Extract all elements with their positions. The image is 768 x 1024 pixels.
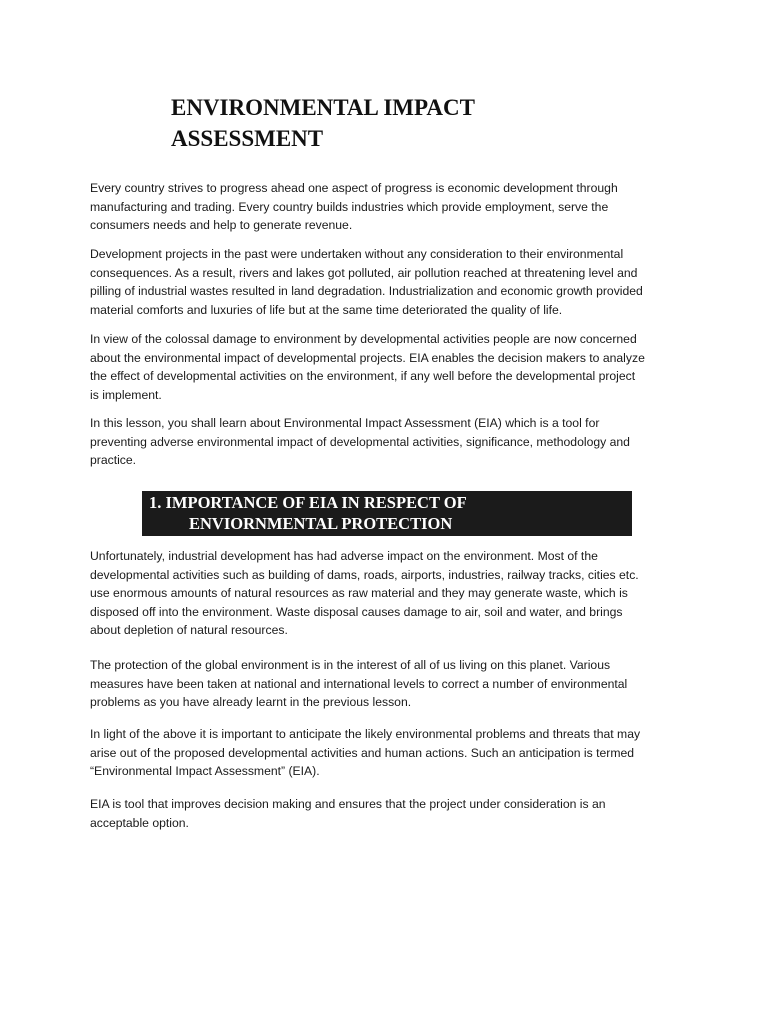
intro-paragraph-2: Development projects in the past were undertaken without any consideration to their environmental consequences. As a result, rivers and lakes got polluted, air pollution reached at threatening level and pilling of industrial wastes resulted in land degradation. Industrialization and economic growth provided material comforts and luxuries of life but at the same time deteriorated the quality of life.: [90, 247, 643, 317]
intro-paragraph-3: In view of the colossal damage to environment by developmental activities people are now concerned about the environmental impact of developmental projects. EIA enables the decision makers to analyze the effect of developmental activities on the environment, if any well before the developmental project is implement.: [90, 332, 645, 402]
title-line-2: ASSESSMENT: [171, 126, 324, 151]
intro-paragraph-1: Every country strives to progress ahead one aspect of progress is economic development through manufacturing and trading. Every country builds industries which provide employment, serve the consumers needs and help to generate revenue.: [90, 181, 618, 233]
section-heading-line-2: ENVIORNMENTAL PROTECTION: [189, 514, 453, 533]
section-paragraph-2: The protection of the global environment is in the interest of all of us living on this planet. Various measures have been taken at national and international levels to correct a number of environmental problems as you have already learnt in the previous lesson.: [90, 658, 628, 710]
intro-paragraph-4: In this lesson, you shall learn about Environmental Impact Assessment (EIA) which is a tool for preventing adverse environmental impact of developmental activities, significance, methodology and practice.: [90, 416, 630, 468]
document-title: [171, 92, 591, 154]
title-line-1: ENVIRONMENTAL IMPACT: [171, 95, 475, 120]
section-paragraph-3: In light of the above it is important to anticipate the likely environmental problems and threats that may arise out of the proposed developmental activities and human actions. Such an anticipation is termed “Environmental Impact Assessment” (EIA).: [90, 727, 641, 779]
section-heading-line-1: 1. IMPORTANCE OF EIA IN RESPECT OF: [149, 493, 467, 512]
section-heading-banner: [142, 491, 632, 536]
section-paragraph-1: Unfortunately, industrial development has had adverse impact on the environment. Most of the developmental activities such as building of dams, roads, airports, industries, railway tracks, cities etc. use enormous amounts of natural resources as raw material and they may generate waste, which is disposed off into the environment. Waste disposal causes damage to air, soil and water, and brings about depletion of natural resources.: [90, 549, 639, 638]
section-paragraph-4: EIA is tool that improves decision making and ensures that the project under consideration is an acceptable option.: [90, 797, 606, 830]
